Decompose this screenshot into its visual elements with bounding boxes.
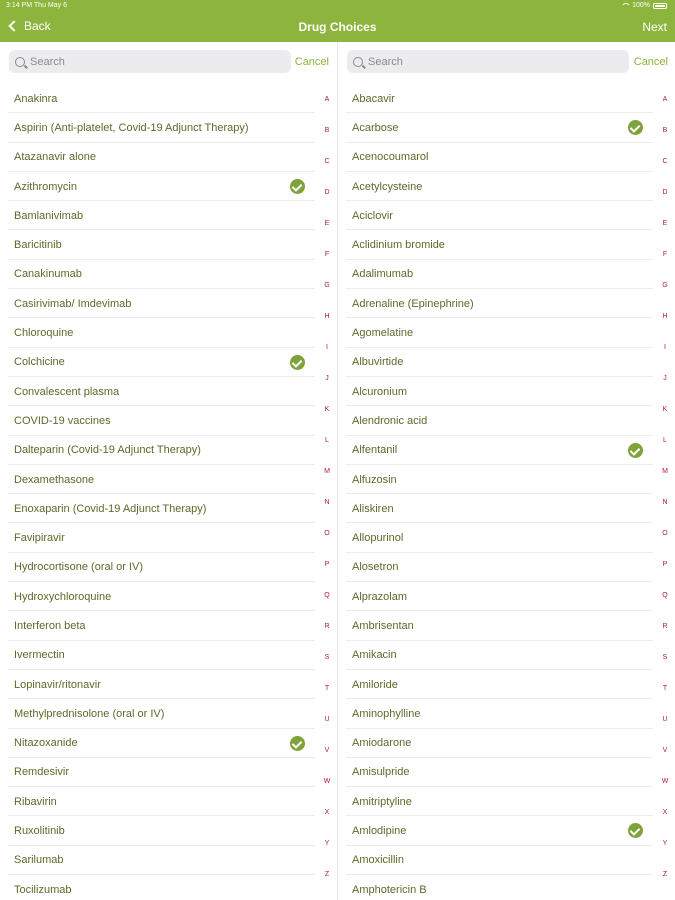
index-letter[interactable]: G [324, 282, 330, 289]
drug-row[interactable] [338, 289, 675, 318]
index-letter[interactable]: S [662, 654, 668, 661]
drug-row[interactable] [338, 406, 675, 435]
drug-row[interactable] [0, 348, 337, 377]
drug-row[interactable] [338, 84, 675, 113]
drug-name: Alfentanil [352, 444, 398, 457]
drug-row[interactable] [0, 377, 337, 406]
drug-name: Aclidinium bromide [352, 239, 445, 252]
search-field[interactable] [347, 50, 629, 73]
drug-name: Remdesivir [14, 766, 70, 779]
index-letter[interactable]: I [664, 344, 666, 351]
page-title: Drug Choices [298, 20, 377, 34]
index-letter[interactable]: R [324, 623, 330, 630]
drug-row[interactable] [338, 377, 675, 406]
cancel-button[interactable]: Cancel [294, 56, 329, 68]
alphabet-index[interactable] [317, 84, 337, 890]
checkmark-icon [628, 120, 643, 135]
search-row [0, 42, 337, 84]
drug-name: Aminophylline [352, 707, 421, 720]
drug-row[interactable] [338, 729, 675, 758]
index-letter[interactable]: X [324, 809, 330, 816]
index-letter[interactable]: T [662, 685, 668, 692]
index-letter[interactable]: E [324, 220, 330, 227]
checkmark-icon [290, 179, 305, 194]
drug-name: Aciclovir [352, 209, 393, 222]
index-letter[interactable]: S [324, 654, 330, 661]
drug-name: Amisulpride [352, 766, 410, 779]
drug-row[interactable] [0, 758, 337, 787]
index-letter[interactable]: X [662, 809, 668, 816]
drug-name: Convalescent plasma [14, 385, 120, 398]
wifi-icon [621, 3, 629, 9]
search-field[interactable] [9, 50, 291, 73]
drug-row[interactable] [338, 172, 675, 201]
drug-row[interactable] [338, 553, 675, 582]
drug-name: Baricitinib [14, 239, 62, 252]
drug-row[interactable] [0, 201, 337, 230]
index-letter[interactable]: F [324, 251, 330, 258]
drug-row[interactable] [338, 465, 675, 494]
drug-list [0, 84, 337, 900]
back-label: Back [24, 19, 51, 33]
index-letter[interactable]: M [324, 468, 330, 475]
drug-name: Nitazoxanide [14, 737, 78, 750]
index-letter[interactable]: H [662, 313, 668, 320]
drug-row[interactable] [0, 670, 337, 699]
index-letter[interactable]: V [662, 747, 668, 754]
index-letter[interactable]: W [661, 778, 669, 785]
status-indicators [621, 2, 667, 9]
drug-name: Dexamethasone [14, 473, 95, 486]
checkmark-icon [628, 823, 643, 838]
index-letter[interactable]: Q [662, 592, 668, 599]
drug-row[interactable] [0, 729, 337, 758]
drug-name: Azithromycin [14, 180, 77, 193]
covid-drug-pane [0, 42, 337, 900]
drug-name: Ivermectin [14, 649, 65, 662]
drug-row[interactable] [0, 846, 337, 875]
drug-row[interactable] [0, 816, 337, 845]
drug-name: Chloroquine [14, 327, 74, 340]
index-letter[interactable]: H [324, 313, 330, 320]
drug-row[interactable] [0, 289, 337, 318]
drug-name: Bamlanivimab [14, 209, 84, 222]
search-row [338, 42, 675, 84]
drug-row[interactable] [0, 787, 337, 816]
drug-name: Acetylcysteine [352, 180, 423, 193]
drug-name: Atazanavir alone [14, 151, 96, 164]
drug-name: Favipiravir [14, 532, 65, 545]
navigation-bar [0, 0, 675, 42]
drug-name: Alprazolam [352, 590, 408, 603]
drug-row[interactable] [338, 670, 675, 699]
index-letter[interactable]: K [662, 406, 668, 413]
index-letter[interactable]: D [662, 189, 668, 196]
drug-name: Amitriptyline [352, 795, 412, 808]
checkmark-icon [290, 355, 305, 370]
index-letter[interactable]: A [324, 96, 330, 103]
index-letter[interactable]: O [324, 530, 330, 537]
drug-row[interactable] [338, 641, 675, 670]
drug-row[interactable] [0, 611, 337, 640]
drug-name: Amoxicillin [352, 854, 404, 867]
drug-row[interactable] [0, 318, 337, 347]
checkmark-icon [628, 443, 643, 458]
alphabet-index[interactable] [655, 84, 675, 890]
drug-name: Hydroxychloroquine [14, 590, 112, 603]
drug-name: Allopurinol [352, 532, 404, 545]
drug-name: Casirivimab/ Imdevimab [14, 297, 132, 310]
drug-row[interactable] [338, 436, 675, 465]
checkmark-icon [290, 736, 305, 751]
index-letter[interactable]: Y [662, 840, 668, 847]
all-drug-pane [337, 42, 675, 900]
index-letter[interactable]: Y [324, 840, 330, 847]
index-letter[interactable]: F [662, 251, 668, 258]
index-letter[interactable]: N [662, 499, 668, 506]
drug-name: COVID-19 vaccines [14, 414, 111, 427]
index-letter[interactable]: I [326, 344, 328, 351]
index-letter[interactable]: C [324, 158, 330, 165]
index-letter[interactable]: N [324, 499, 330, 506]
drug-name: Agomelatine [352, 327, 414, 340]
index-letter[interactable]: J [663, 375, 667, 382]
drug-row[interactable] [0, 699, 337, 728]
index-letter[interactable]: K [324, 406, 330, 413]
search-icon [353, 57, 363, 67]
index-letter[interactable]: B [324, 127, 330, 134]
search-icon [15, 57, 25, 67]
index-letter[interactable]: A [662, 96, 668, 103]
drug-row[interactable] [0, 875, 337, 900]
drug-name: Amphotericin B [352, 883, 427, 896]
battery-percent: 100% [632, 2, 650, 9]
index-letter[interactable]: E [662, 220, 668, 227]
drug-name: Ambrisentan [352, 619, 414, 632]
drug-name: Anakinra [14, 92, 58, 105]
drug-row[interactable] [0, 553, 337, 582]
drug-name: Ruxolitinib [14, 825, 65, 838]
drug-name: Albuvirtide [352, 356, 404, 369]
drug-row[interactable] [338, 318, 675, 347]
drug-row[interactable] [338, 582, 675, 611]
drug-row[interactable] [0, 143, 337, 172]
drug-name: Dalteparin (Covid-19 Adjunct Therapy) [14, 444, 201, 457]
drug-row[interactable] [338, 143, 675, 172]
index-letter[interactable]: V [324, 747, 330, 754]
status-clock: 3:14 PM [6, 2, 33, 9]
drug-row[interactable] [0, 406, 337, 435]
drug-row[interactable] [338, 523, 675, 552]
drug-row[interactable] [0, 260, 337, 289]
drug-row[interactable] [0, 172, 337, 201]
battery-icon [653, 3, 667, 9]
index-letter[interactable]: U [662, 716, 668, 723]
drug-row[interactable] [338, 113, 675, 142]
index-letter[interactable]: B [662, 127, 668, 134]
search-input[interactable] [368, 56, 608, 68]
drug-row[interactable] [0, 523, 337, 552]
drug-row[interactable] [0, 113, 337, 142]
index-letter[interactable]: O [662, 530, 668, 537]
drug-name: Alfuzosin [352, 473, 397, 486]
drug-row[interactable] [338, 348, 675, 377]
drug-row[interactable] [338, 846, 675, 875]
drug-name: Hydrocortisone (oral or IV) [14, 561, 143, 574]
drug-row[interactable] [338, 816, 675, 845]
drug-row[interactable] [338, 787, 675, 816]
drug-name: Ribavirin [14, 795, 57, 808]
drug-name: Enoxaparin (Covid-19 Adjunct Therapy) [14, 502, 207, 515]
drug-list [338, 84, 675, 900]
drug-name: Interferon beta [14, 619, 86, 632]
drug-name: Acarbose [352, 121, 399, 134]
drug-row[interactable] [338, 494, 675, 523]
index-letter[interactable]: T [324, 685, 330, 692]
drug-name: Aspirin (Anti-platelet, Covid-19 Adjunct Therapy) [14, 121, 249, 134]
drug-name: Sarilumab [14, 854, 64, 867]
drug-name: Canakinumab [14, 268, 82, 281]
index-letter[interactable]: L [663, 437, 667, 444]
index-letter[interactable]: C [662, 158, 668, 165]
drug-row[interactable] [0, 494, 337, 523]
drug-row[interactable] [0, 465, 337, 494]
index-letter[interactable]: W [323, 778, 331, 785]
status-time [6, 2, 67, 9]
index-letter[interactable]: Z [324, 871, 330, 878]
drug-name: Tocilizumab [14, 883, 72, 896]
drug-row[interactable] [0, 582, 337, 611]
drug-name: Acenocoumarol [352, 151, 429, 164]
drug-name: Amiloride [352, 678, 398, 691]
drug-name: Amiodarone [352, 737, 412, 750]
drug-row[interactable] [0, 230, 337, 259]
index-letter[interactable]: L [325, 437, 329, 444]
drug-name: Alcuronium [352, 385, 408, 398]
index-letter[interactable]: U [324, 716, 330, 723]
drug-name: Adrenaline (Epinephrine) [352, 297, 474, 310]
drug-row[interactable] [0, 641, 337, 670]
drug-row[interactable] [0, 84, 337, 113]
index-letter[interactable]: P [324, 561, 330, 568]
drug-name: Colchicine [14, 356, 65, 369]
index-letter[interactable]: Q [324, 592, 330, 599]
cancel-button[interactable]: Cancel [633, 56, 668, 68]
index-letter[interactable]: G [662, 282, 668, 289]
drug-row[interactable] [338, 230, 675, 259]
index-letter[interactable]: J [325, 375, 329, 382]
drug-name: Amikacin [352, 649, 397, 662]
drug-name: Abacavir [352, 92, 395, 105]
drug-row[interactable] [338, 201, 675, 230]
drug-row[interactable] [338, 260, 675, 289]
index-letter[interactable]: Z [662, 871, 668, 878]
next-button[interactable]: Next [642, 20, 667, 34]
index-letter[interactable]: M [662, 468, 668, 475]
drug-name: Amlodipine [352, 825, 407, 838]
drug-row[interactable] [338, 875, 675, 900]
drug-row[interactable] [338, 758, 675, 787]
drug-name: Alendronic acid [352, 414, 428, 427]
index-letter[interactable]: R [662, 623, 668, 630]
status-date: Thu May 6 [33, 2, 67, 9]
drug-name: Methylprednisolone (oral or IV) [14, 707, 165, 720]
drug-name: Adalimumab [352, 268, 414, 281]
index-letter[interactable]: D [324, 189, 330, 196]
drug-name: Alosetron [352, 561, 399, 574]
drug-name: Lopinavir/ritonavir [14, 678, 101, 691]
drug-row[interactable] [0, 436, 337, 465]
drug-name: Aliskiren [352, 502, 394, 515]
index-letter[interactable]: P [662, 561, 668, 568]
search-input[interactable] [30, 56, 270, 68]
drug-row[interactable] [338, 699, 675, 728]
drug-row[interactable] [338, 611, 675, 640]
